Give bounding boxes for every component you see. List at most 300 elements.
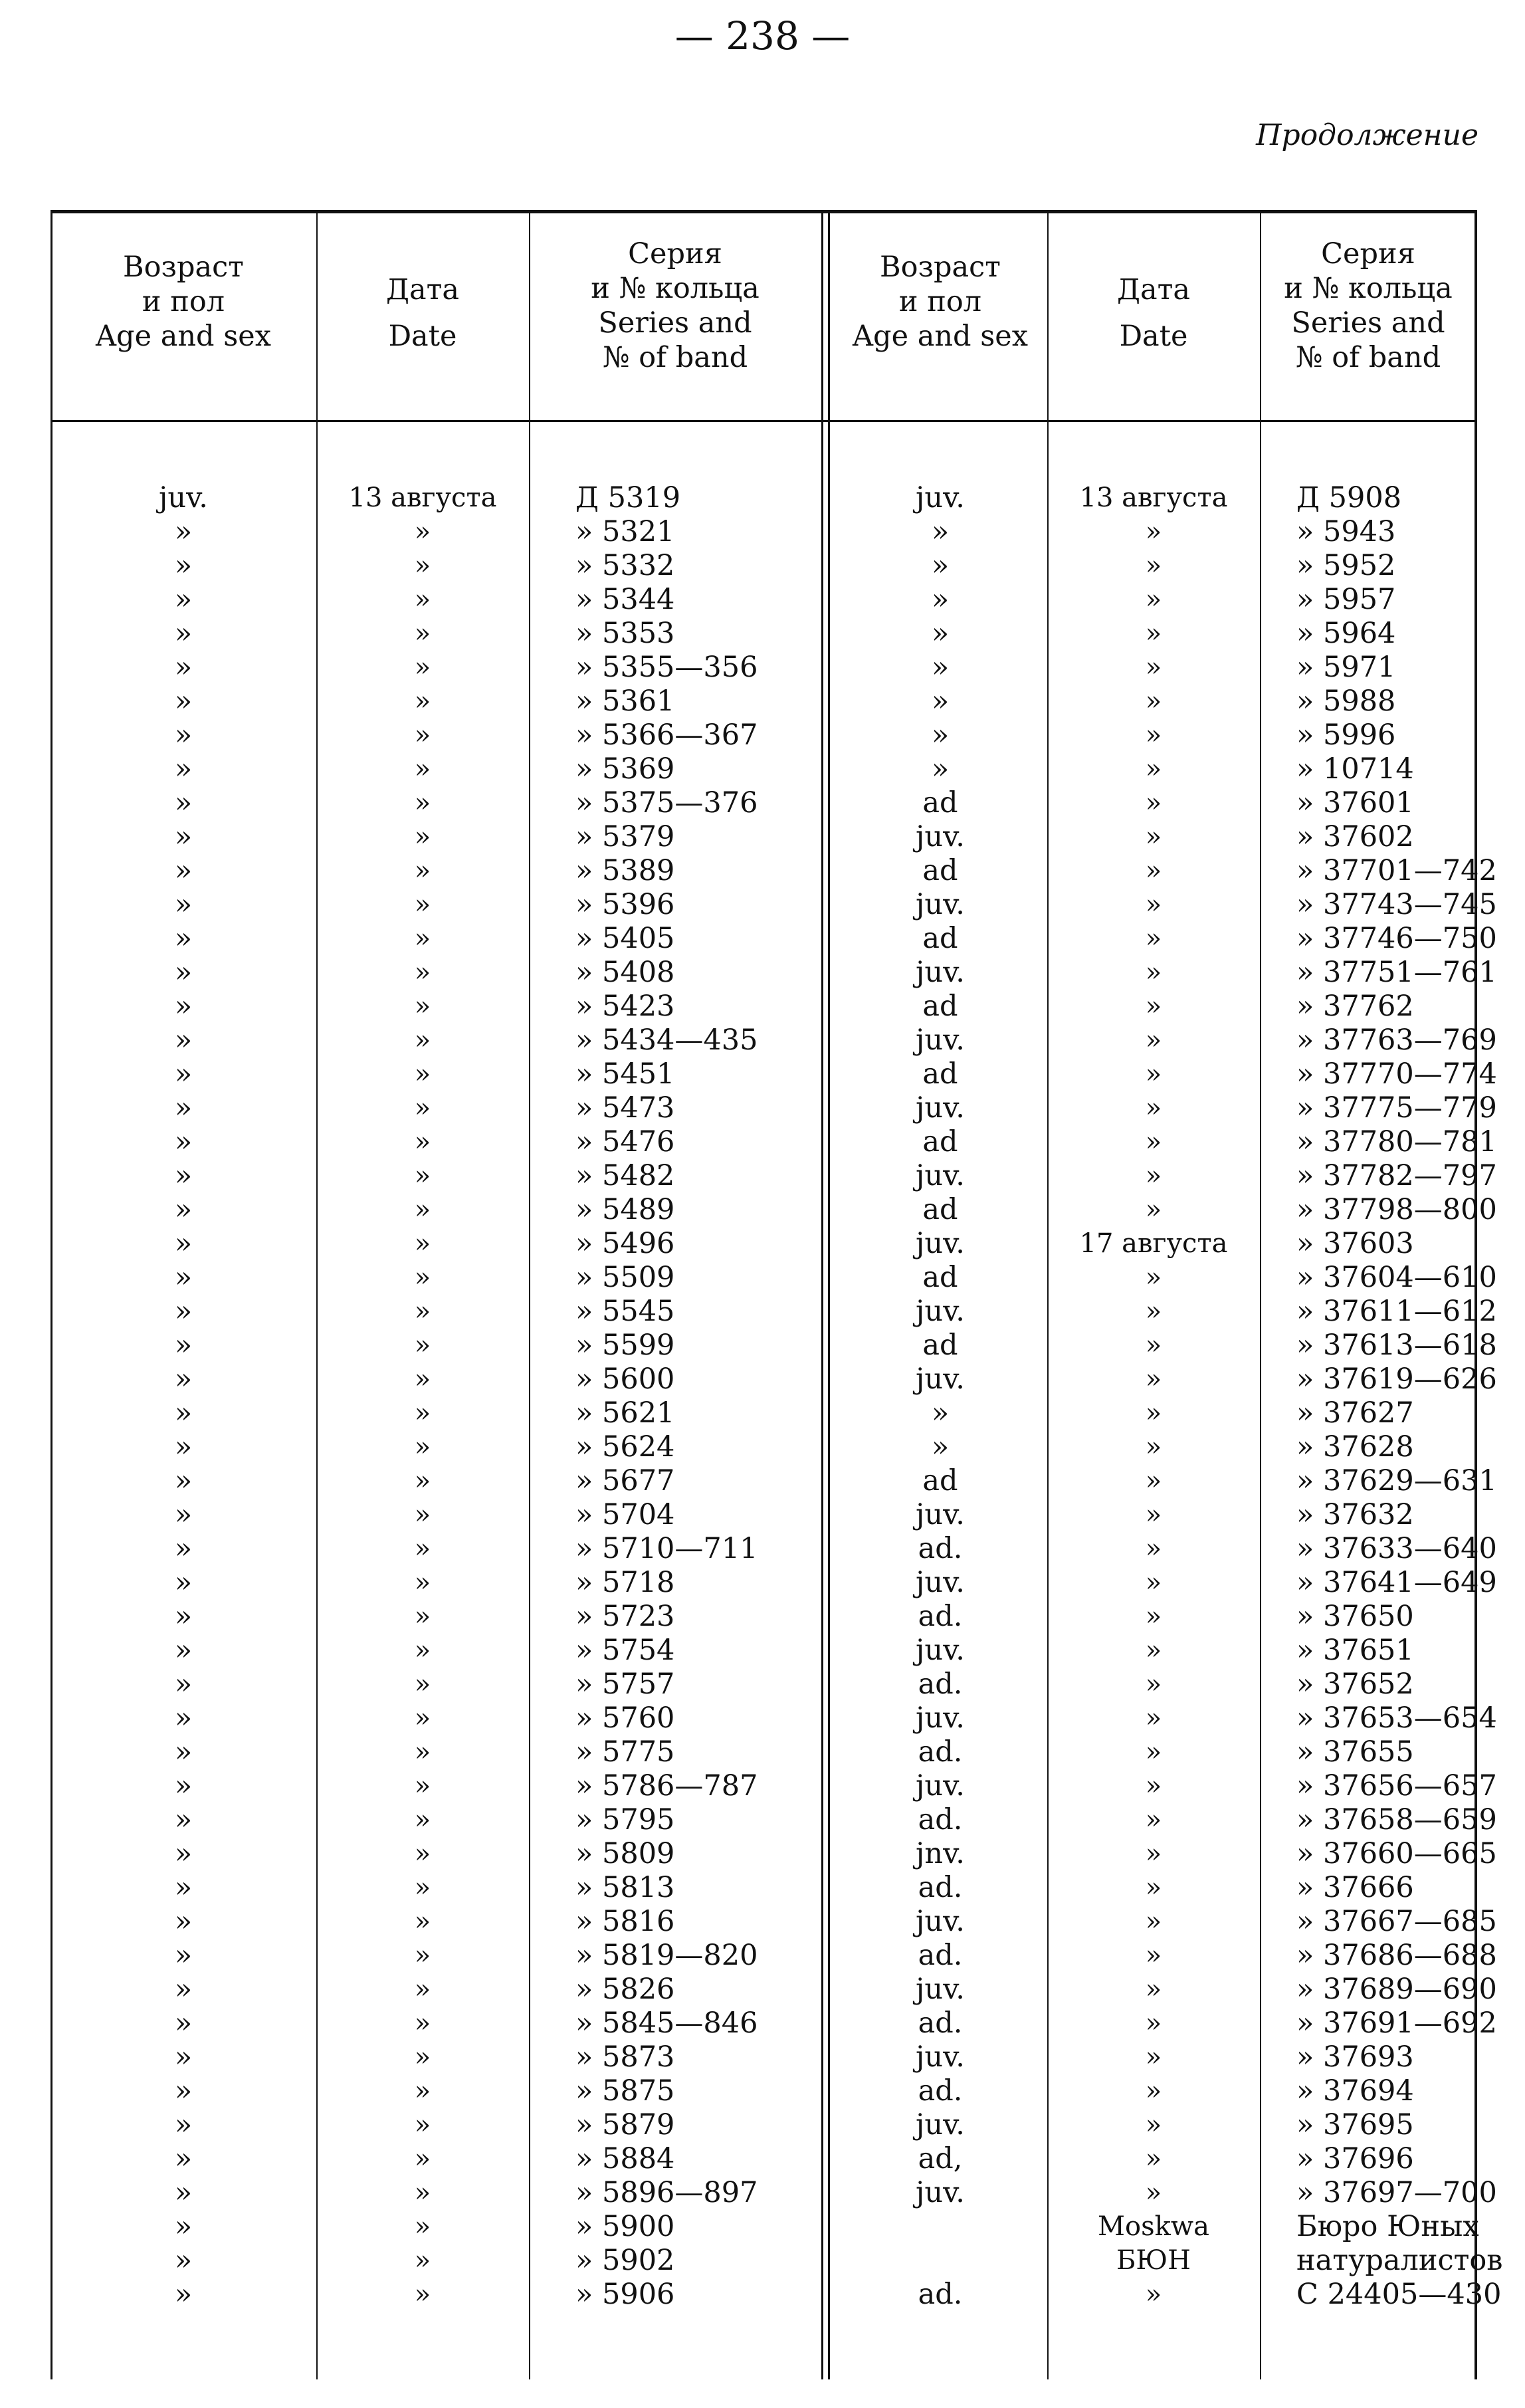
left_rows-date-cell: » (414, 1127, 431, 1157)
right_rows-band-cell: » 37798—800 (1296, 1193, 1497, 1226)
right_rows-age-cell: juv. (916, 1566, 965, 1599)
left_rows-age-cell: » (174, 1329, 193, 1362)
right_rows-band-cell: » 5996 (1296, 718, 1396, 752)
left_rows-age-cell: » (174, 854, 193, 887)
left_rows-date-cell: » (414, 923, 431, 954)
right_rows-band-cell: » 37633—640 (1296, 1532, 1497, 1565)
left_rows-date-cell: » (414, 1533, 431, 1564)
left_rows-date-cell: » (414, 1466, 431, 1496)
header-age-ru-1: Возраст (123, 251, 244, 284)
left_rows-band-cell: » 5754 (575, 1634, 675, 1667)
right_rows-age-cell: juv. (916, 1024, 965, 1057)
right_rows-date-cell: » (1145, 1635, 1162, 1666)
left_rows-age-cell: juv. (159, 481, 208, 514)
left_rows-age-cell: » (174, 1261, 193, 1294)
left_rows-date-cell: » (414, 1805, 431, 1835)
left_rows-band-cell: » 5775 (575, 1735, 675, 1769)
left_rows-date-cell: » (414, 652, 431, 683)
right_rows-date-cell: » (1145, 720, 1162, 750)
left_rows-band-cell: » 5600 (575, 1363, 675, 1396)
left_rows-date-cell: » (414, 720, 431, 750)
left_rows-band-cell: » 5366—367 (575, 718, 758, 752)
left_rows-age-cell: » (174, 685, 193, 718)
left_rows-date-cell: » (414, 618, 431, 649)
right_rows-age-cell: juv. (916, 1701, 965, 1735)
left_rows-date-cell: » (414, 1364, 431, 1394)
right_rows-band-cell: » 5952 (1296, 549, 1396, 582)
right_rows-date-cell: » (1145, 889, 1162, 920)
left_rows-age-cell: » (174, 1566, 193, 1599)
left_rows-age-cell: » (174, 922, 193, 955)
right_rows-band-cell: » 5943 (1296, 515, 1396, 548)
right_rows-date-cell: » (1145, 686, 1162, 716)
header-date-en: Date (388, 320, 457, 353)
left_rows-age-cell: » (174, 2210, 193, 2243)
right_rows-band-cell: » 37694 (1296, 2074, 1414, 2108)
left_rows-date-cell: » (414, 1669, 431, 1699)
left_rows-band-cell: » 5621 (575, 1396, 675, 1430)
right_rows-date-cell: » (1145, 618, 1162, 649)
right_rows-date-cell: Moskwa (1098, 2211, 1209, 2242)
right_rows-date-cell: » (1145, 1296, 1162, 1327)
left_rows-date-cell: » (414, 957, 431, 988)
left_rows-band-cell: » 5321 (575, 515, 675, 548)
right_rows-age-cell: juv. (916, 1634, 965, 1667)
right_rows-age-cell: ad. (918, 1600, 963, 1633)
right_rows-band-cell: » 37762 (1296, 990, 1414, 1023)
left_rows-age-cell: » (174, 956, 193, 989)
left_rows-age-cell: » (174, 1701, 193, 1735)
left_rows-age-cell: » (174, 1295, 193, 1328)
right_rows-band-cell: » 37604—610 (1296, 1261, 1497, 1294)
left_rows-age-cell: » (174, 1057, 193, 1091)
right_rows-date-cell: » (1145, 1499, 1162, 1530)
left_rows-age-cell: » (174, 786, 193, 820)
left_rows-date-cell: » (414, 1703, 431, 1733)
right_rows-band-cell: » 37693 (1296, 2040, 1414, 2074)
left_rows-age-cell: » (174, 1803, 193, 1836)
left_rows-age-cell: » (174, 990, 193, 1023)
right_rows-age-cell: juv. (916, 888, 965, 921)
right_rows-band-cell: натуралистов (1296, 2244, 1503, 2277)
left_rows-band-cell: » 5423 (575, 990, 675, 1023)
left_rows-age-cell: » (174, 617, 193, 650)
right_rows-band-cell: » 37603 (1296, 1227, 1414, 1260)
right_rows-band-cell: Бюро Юных (1296, 2210, 1479, 2243)
left_rows-band-cell: » 5496 (575, 1227, 675, 1260)
header-band-right (1260, 237, 1476, 375)
left_rows-band-cell: » 5826 (575, 1973, 675, 2006)
left_rows-band-cell: » 5813 (575, 1871, 675, 1904)
left_rows-band-cell: » 5816 (575, 1905, 675, 1938)
left_rows-band-cell: » 5884 (575, 2142, 675, 2175)
left_rows-date-cell: » (414, 2076, 431, 2106)
left_rows-date-cell: » (414, 1093, 431, 1123)
right_rows-age-cell: juv. (916, 1363, 965, 1396)
left_rows-band-cell: » 5489 (575, 1193, 675, 1226)
right_rows-date-cell: » (1145, 1059, 1162, 1089)
left_rows-band-cell: » 5473 (575, 1091, 675, 1125)
right_rows-age-cell: ad. (918, 1735, 963, 1769)
left_rows-band-cell: » 5760 (575, 1701, 675, 1735)
left_rows-date-cell: » (414, 516, 431, 547)
right_rows-date-cell: » (1145, 584, 1162, 615)
left_rows-date-cell: » (414, 1330, 431, 1361)
left_rows-band-cell: » 5332 (575, 549, 675, 582)
left_rows-date-cell: » (414, 1228, 431, 1259)
left_rows-age-cell: » (174, 1159, 193, 1192)
right_rows-age-cell: ad. (918, 1939, 963, 1972)
right_rows-band-cell: » 37770—774 (1296, 1057, 1497, 1091)
header-date-left (316, 267, 529, 360)
center-double-rule (821, 210, 823, 2379)
right_rows-date-cell: » (1145, 1160, 1162, 1191)
left_rows-band-cell: » 5375—376 (575, 786, 758, 820)
right_rows-date-cell: » (1145, 1838, 1162, 1869)
left_rows-date-cell: » (414, 1499, 431, 1530)
left_rows-band-cell: » 5408 (575, 956, 675, 989)
right_rows-age-cell: ad. (918, 2007, 963, 2040)
left_rows-band-cell: » 5344 (575, 583, 675, 616)
right_rows-date-cell: » (1145, 1737, 1162, 1767)
header-band-en-1: Series and (1291, 306, 1445, 340)
right_rows-age-cell: juv. (916, 1973, 965, 2006)
right_rows-date-cell: » (1145, 2177, 1162, 2208)
left_rows-date-cell: » (414, 2177, 431, 2208)
left_rows-age-cell: » (174, 1939, 193, 1972)
left_rows-date-cell: » (414, 889, 431, 920)
right_rows-band-cell: » 5957 (1296, 583, 1396, 616)
right_rows-age-cell: ad. (918, 1668, 963, 1701)
header-band-ru-1: Серия (1321, 237, 1415, 271)
left_rows-band-cell: » 5786—787 (575, 1769, 758, 1803)
right_rows-date-cell: » (1145, 2042, 1162, 2072)
left_rows-date-cell: » (414, 855, 431, 886)
right_rows-date-cell: » (1145, 855, 1162, 886)
right_rows-band-cell: » 37666 (1296, 1871, 1414, 1904)
right_rows-date-cell: » (1145, 652, 1162, 683)
right_rows-date-cell: » (1145, 1330, 1162, 1361)
left_rows-age-cell: » (174, 2142, 193, 2175)
right_rows-date-cell: » (1145, 1194, 1162, 1225)
left_rows-age-cell: » (174, 1396, 193, 1430)
left_rows-band-cell: » 5482 (575, 1159, 675, 1192)
right_rows-age-cell: juv. (916, 2040, 965, 2074)
right_rows-age-cell: ad. (918, 1532, 963, 1565)
right_rows-date-cell: » (1145, 1906, 1162, 1937)
left_rows-band-cell: » 5875 (575, 2074, 675, 2108)
right_rows-band-cell: » 37695 (1296, 2108, 1414, 2141)
right_rows-age-cell: » (931, 549, 950, 582)
left_rows-date-cell: » (414, 1940, 431, 1971)
left_rows-date-cell: » (414, 1635, 431, 1666)
right_rows-band-cell: » 5964 (1296, 617, 1396, 650)
left_rows-age-cell: » (174, 1363, 193, 1396)
left_rows-date-cell: » (414, 1296, 431, 1327)
right_rows-age-cell: » (931, 1430, 950, 1464)
left_rows-age-cell: » (174, 1634, 193, 1667)
left_rows-band-cell: » 5710—711 (575, 1532, 758, 1565)
left_rows-age-cell: » (174, 1871, 193, 1904)
left_rows-age-cell: » (174, 2040, 193, 2074)
right_rows-date-cell: » (1145, 1262, 1162, 1293)
right_rows-age-cell: juv. (916, 1769, 965, 1803)
center-double-rule (828, 210, 830, 2379)
right_rows-age-cell: ad. (918, 2278, 963, 2311)
left_rows-age-cell: » (174, 1193, 193, 1226)
right_rows-band-cell: » 37782—797 (1296, 1159, 1497, 1192)
left_rows-age-cell: » (174, 2176, 193, 2209)
right_rows-age-cell: juv. (916, 1905, 965, 1938)
right_rows-band-cell: » 37655 (1296, 1735, 1414, 1769)
right_rows-age-cell: juv. (916, 1295, 965, 1328)
right_rows-band-cell: » 37775—779 (1296, 1091, 1497, 1125)
right_rows-date-cell: » (1145, 2110, 1162, 2140)
left_rows-date-cell: » (414, 821, 431, 852)
left_rows-age-cell: » (174, 1125, 193, 1158)
top-rule (51, 210, 1476, 213)
left_rows-age-cell: » (174, 820, 193, 853)
right_rows-age-cell: ad, (918, 2142, 963, 2175)
right_rows-age-cell: ad (922, 1464, 958, 1497)
right_rows-band-cell: » 37701—742 (1296, 854, 1497, 887)
right_rows-age-cell (833, 2210, 1047, 2244)
header-age-right (833, 250, 1047, 354)
right_rows-band-cell: » 37627 (1296, 1396, 1414, 1430)
left_rows-band-cell: » 5396 (575, 888, 675, 921)
left_rows-date-cell: » (414, 1737, 431, 1767)
left_rows-date-cell: » (414, 550, 431, 581)
right_rows-band-cell: » 37656—657 (1296, 1769, 1497, 1803)
right_rows-date-cell: » (1145, 1432, 1162, 1462)
left_rows-band-cell: » 5599 (575, 1329, 675, 1362)
right_rows-age-cell: ad (922, 922, 958, 955)
right_rows-age-cell: ad. (918, 1871, 963, 1904)
left_rows-band-cell: » 5405 (575, 922, 675, 955)
header-age-en: Age and sex (96, 320, 271, 353)
left_rows-band-cell: » 5389 (575, 854, 675, 887)
right_rows-date-cell: » (1145, 1533, 1162, 1564)
right_rows-date-cell: » (1145, 1703, 1162, 1733)
left_rows-date-cell: » (414, 2008, 431, 2038)
left_rows-age-cell: » (174, 1532, 193, 1565)
right_rows-age-cell: » (931, 685, 950, 718)
left_rows-age-cell: » (174, 2278, 193, 2311)
right_rows-band-cell: » 37691—692 (1296, 2007, 1497, 2040)
right_rows-age-cell: juv. (916, 2108, 965, 2141)
left_rows-date-cell: » (414, 2143, 431, 2174)
right_rows-band-cell: » 37686—688 (1296, 1939, 1497, 1972)
left_rows-age-cell: » (174, 1837, 193, 1870)
right_rows-date-cell: » (1145, 1940, 1162, 1971)
left_rows-age-cell: » (174, 515, 193, 548)
left_rows-date-cell: » (414, 2042, 431, 2072)
right_rows-band-cell: » 37653—654 (1296, 1701, 1497, 1735)
header-age-ru-2: и пол (142, 285, 225, 318)
right_rows-date-cell: » (1145, 1601, 1162, 1632)
right_rows-date-cell: » (1145, 1805, 1162, 1835)
right_rows-age-cell: juv. (916, 1227, 965, 1260)
left_rows-age-cell: » (174, 752, 193, 786)
header-band-en-1: Series and (598, 306, 752, 340)
left_rows-band-cell: » 5509 (575, 1261, 675, 1294)
right_rows-band-cell: » 37743—745 (1296, 888, 1497, 921)
right_rows-date-cell: » (1145, 991, 1162, 1022)
right_rows-date-cell: » (1145, 821, 1162, 852)
left_rows-band-cell: » 5434—435 (575, 1024, 758, 1057)
left_rows-date-cell: » (414, 1906, 431, 1937)
right_rows-date-cell: » (1145, 2279, 1162, 2310)
left_rows-age-cell: » (174, 1498, 193, 1531)
right_rows-date-cell: » (1145, 550, 1162, 581)
left_rows-band-cell: » 5476 (575, 1125, 675, 1158)
page-number: — 238 — (674, 13, 851, 58)
left_rows-band-cell: » 5379 (575, 820, 675, 853)
left_rows-date-cell: » (414, 1160, 431, 1191)
right_rows-band-cell: Д 5908 (1296, 481, 1402, 514)
left_rows-band-cell: » 5896—897 (575, 2176, 758, 2209)
header-age-en: Age and sex (853, 320, 1028, 353)
right_rows-age-cell: ad (922, 786, 958, 820)
header-date-en: Date (1119, 320, 1188, 353)
right_rows-date-cell: 13 августа (1079, 483, 1228, 513)
left_rows-band-cell: » 5451 (575, 1057, 675, 1091)
left_rows-band-cell: » 5723 (575, 1600, 675, 1633)
right_rows-band-cell: » 37651 (1296, 1634, 1414, 1667)
left_rows-date-cell: » (414, 1601, 431, 1632)
right_rows-date-cell: » (1145, 1872, 1162, 1903)
left_rows-age-cell: » (174, 2244, 193, 2277)
left_rows-date-cell: » (414, 2245, 431, 2276)
left_rows-age-cell: » (174, 1430, 193, 1464)
left_rows-date-cell: » (414, 1974, 431, 2005)
right_rows-date-cell: » (1145, 1974, 1162, 2005)
right_rows-date-cell: » (1145, 788, 1162, 818)
right_rows-age-cell: » (931, 752, 950, 786)
left_rows-age-cell: » (174, 1905, 193, 1938)
right_rows-date-cell: » (1145, 1127, 1162, 1157)
left_rows-band-cell: » 5902 (575, 2244, 675, 2277)
right_rows-date-cell: » (1145, 1093, 1162, 1123)
header-band-en-2: № of band (602, 341, 748, 374)
right_rows-band-cell: » 5988 (1296, 685, 1396, 718)
right_rows-band-cell: » 37746—750 (1296, 922, 1497, 955)
right_rows-band-cell: » 37628 (1296, 1430, 1414, 1464)
right_rows-band-cell: » 10714 (1296, 752, 1414, 786)
left_rows-age-cell: » (174, 1024, 193, 1057)
left_rows-age-cell: » (174, 1973, 193, 2006)
right_rows-age-cell: juv. (916, 1498, 965, 1531)
left_rows-age-cell: » (174, 549, 193, 582)
left_rows-band-cell: » 5624 (575, 1430, 675, 1464)
right_rows-band-cell: » 37697—700 (1296, 2176, 1497, 2209)
right_rows-age-cell: » (931, 718, 950, 752)
left_rows-age-cell: » (174, 718, 193, 752)
left_rows-band-cell: » 5369 (575, 752, 675, 786)
right_rows-age-cell: ad (922, 1261, 958, 1294)
header-band-left (529, 237, 821, 375)
right_rows-date-cell: » (1145, 1669, 1162, 1699)
left_rows-date-cell: » (414, 991, 431, 1022)
right_rows-date-cell: » (1145, 2143, 1162, 2174)
left_rows-date-cell: » (414, 1872, 431, 1903)
header-age-ru-2: и пол (898, 285, 982, 318)
right_rows-date-cell: » (1145, 754, 1162, 784)
right_rows-age-cell: juv. (916, 1091, 965, 1125)
left_rows-date-cell: » (414, 686, 431, 716)
left_rows-age-cell: » (174, 583, 193, 616)
left_rows-date-cell: » (414, 1025, 431, 1055)
right_rows-band-cell: » 37652 (1296, 1668, 1414, 1701)
right_rows-age-cell: » (931, 651, 950, 684)
left_rows-band-cell: » 5819—820 (575, 1939, 758, 1972)
header-date-right (1047, 267, 1260, 360)
banding-table (51, 210, 1503, 2379)
left_rows-age-cell: » (174, 1464, 193, 1497)
right_rows-age-cell: ad (922, 1193, 958, 1226)
right_rows-age-cell: ad (922, 1125, 958, 1158)
right_rows-band-cell: » 37601 (1296, 786, 1414, 820)
left_rows-date-cell: » (414, 2110, 431, 2140)
right_rows-age-cell: ad (922, 854, 958, 887)
left_rows-age-cell: » (174, 1600, 193, 1633)
right_rows-band-cell: » 37650 (1296, 1600, 1414, 1633)
left_rows-band-cell: » 5906 (575, 2278, 675, 2311)
right_rows-date-cell: » (1145, 1364, 1162, 1394)
header-date-ru: Дата (1116, 273, 1191, 306)
right_rows-band-cell: » 37751—761 (1296, 956, 1497, 989)
right_rows-date-cell: » (1145, 1771, 1162, 1801)
left_rows-date-cell: » (414, 1059, 431, 1089)
left_rows-age-cell: » (174, 1668, 193, 1701)
right_rows-date-cell: » (1145, 1466, 1162, 1496)
right_rows-band-cell: » 37641—649 (1296, 1566, 1497, 1599)
left_rows-band-cell: » 5355—356 (575, 651, 758, 684)
right_rows-band-cell: » 37763—769 (1296, 1024, 1497, 1057)
right_rows-age-cell: juv. (916, 481, 965, 514)
right_rows-band-cell: » 37658—659 (1296, 1803, 1497, 1836)
right_rows-age-cell: juv. (916, 820, 965, 853)
right_rows-band-cell: » 37660—665 (1296, 1837, 1497, 1870)
left_rows-age-cell: » (174, 1735, 193, 1769)
right_rows-age-cell: ad. (918, 1803, 963, 1836)
left_rows-band-cell: » 5353 (575, 617, 675, 650)
left_rows-date-cell: » (414, 1262, 431, 1293)
left_rows-band-cell: » 5809 (575, 1837, 675, 1870)
left_rows-band-cell: » 5545 (575, 1295, 675, 1328)
right_rows-date-cell: БЮН (1116, 2245, 1191, 2276)
left_rows-date-cell: » (414, 1398, 431, 1428)
left_rows-date-cell: » (414, 1432, 431, 1462)
right_rows-date-cell: 17 августа (1079, 1228, 1228, 1259)
left_rows-date-cell: » (414, 584, 431, 615)
right_rows-band-cell: » 5971 (1296, 651, 1396, 684)
left_rows-date-cell: » (414, 1567, 431, 1598)
left_rows-date-cell: 13 августа (348, 483, 497, 513)
right_rows-age-cell: » (931, 1396, 950, 1430)
header-band-ru-2: и № кольца (1284, 272, 1453, 305)
header-band-ru-2: и № кольца (591, 272, 760, 305)
right_rows-date-cell: » (1145, 1398, 1162, 1428)
right_rows-band-cell: » 37613—618 (1296, 1329, 1497, 1362)
left_rows-date-cell: » (414, 1194, 431, 1225)
left_rows-date-cell: » (414, 2279, 431, 2310)
right_rows-date-cell: » (1145, 1025, 1162, 1055)
left_rows-band-cell: » 5718 (575, 1566, 675, 1599)
left_rows-date-cell: » (414, 754, 431, 784)
continuation-label: Продолжение (1256, 118, 1478, 152)
left_rows-band-cell: » 5845—846 (575, 2007, 758, 2040)
